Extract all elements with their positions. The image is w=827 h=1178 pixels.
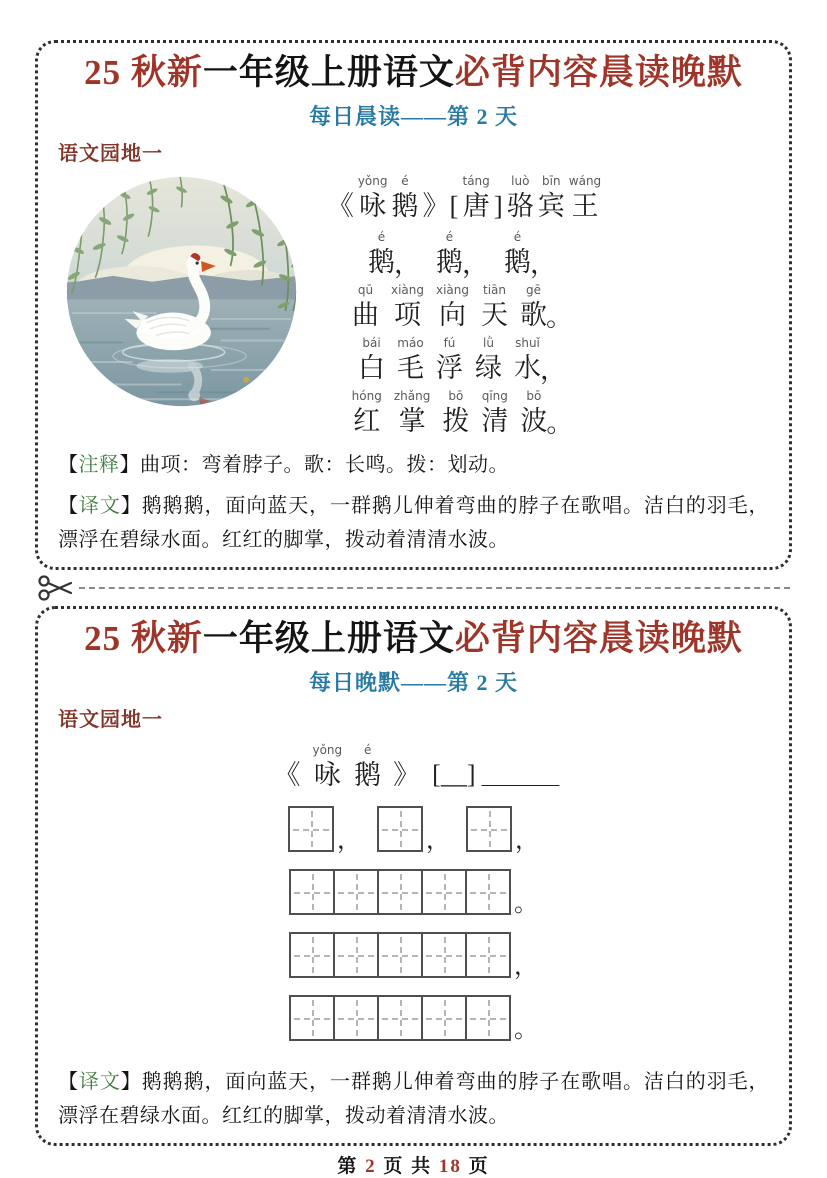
tian-grid-cell[interactable] <box>465 932 511 978</box>
morning-reading-section <box>35 40 792 570</box>
poem-seg <box>352 282 379 332</box>
hanzi-char: 项 <box>393 299 421 330</box>
hanzi-char: 绿 <box>475 352 502 383</box>
hanzi-char: 曲 <box>351 299 379 330</box>
pinyin: shuǐ <box>515 335 540 350</box>
tian-grid-cell[interactable] <box>465 869 511 915</box>
poem-seg <box>312 742 342 792</box>
tian-grid-cell[interactable] <box>288 806 334 852</box>
pinyin: zhǎng <box>393 388 431 403</box>
grid-row <box>289 932 538 978</box>
grid-row <box>289 995 538 1041</box>
hanzi-char: ] <box>493 190 503 221</box>
unit-label-evening: 语文园地一 <box>58 708 163 731</box>
poem-seg <box>481 388 508 438</box>
text-part: 【 <box>58 494 79 517</box>
poem-line <box>346 335 583 385</box>
text-part: 25 秋新 <box>84 618 203 658</box>
poem-block <box>299 170 629 441</box>
author-name-blank[interactable]: ＿＿＿ <box>481 759 560 789</box>
pinyin: bō <box>448 388 464 403</box>
tian-grid-cell[interactable] <box>289 995 335 1041</box>
pinyin: é <box>401 173 409 188</box>
joined-grid-row <box>289 932 511 978</box>
poem-seg <box>494 173 503 223</box>
poem-seg <box>354 742 381 792</box>
goose-illustration <box>64 174 299 409</box>
page-title-evening <box>58 617 769 661</box>
goose-pond-image <box>64 174 299 409</box>
hanzi-char: 咏 <box>359 190 387 221</box>
tian-grid-cell[interactable] <box>377 995 423 1041</box>
pinyin: xiàng <box>436 282 470 297</box>
tian-grid-cell[interactable] <box>289 932 335 978</box>
hanzi-char: 拨 <box>442 405 470 436</box>
poem-seg <box>397 335 424 385</box>
text-part: 25 秋新 <box>84 53 203 92</box>
pinyin: hóng <box>351 388 382 403</box>
pinyin: lǜ <box>483 335 494 350</box>
poem-title-line <box>325 173 603 223</box>
text-part: 译文 <box>78 494 121 517</box>
poem-seg <box>540 339 567 385</box>
hanzi-char: 唐 <box>462 190 490 221</box>
grid-row <box>288 806 539 852</box>
text-part: 】 <box>120 1070 142 1093</box>
text-part: 】 <box>119 453 140 476</box>
poem-seg <box>504 229 531 279</box>
poem-seg <box>481 282 508 332</box>
poem-seg <box>358 173 388 223</box>
poem-seg <box>394 233 421 279</box>
punctuation-mark: 。 <box>514 1016 538 1043</box>
poem-seg <box>442 388 469 438</box>
tian-grid-cell[interactable] <box>421 869 467 915</box>
hanzi-char: 向 <box>439 299 466 330</box>
text-part: 一年级上册语文 <box>202 618 455 658</box>
hanzi-char: 》 <box>393 759 421 790</box>
hanzi-char: 白 <box>358 352 385 383</box>
poem-seg <box>436 282 469 332</box>
pinyin: xiàng <box>390 282 424 297</box>
unit-label: 语文园地一 <box>58 142 163 165</box>
text-part: 【 <box>58 453 79 476</box>
morning-content <box>58 170 769 441</box>
text-part: 页 共 <box>376 1155 439 1177</box>
pinyin: wáng <box>568 173 602 188</box>
hanzi-char: 水 <box>514 352 541 383</box>
pinyin: bái <box>362 335 381 350</box>
pinyin: é <box>363 742 372 757</box>
scissors-icon <box>37 573 75 603</box>
punctuation-mark: ， <box>530 248 557 279</box>
hanzi-char: 》[ <box>422 190 459 221</box>
tian-grid-cell[interactable] <box>466 806 512 852</box>
pinyin: qīng <box>481 388 508 403</box>
hanzi-char: 掌 <box>398 405 426 436</box>
text-part: 必背内容晨读晚默 <box>454 618 743 658</box>
pinyin: é <box>513 229 522 244</box>
pinyin: luò <box>511 173 530 188</box>
poem-seg <box>462 233 489 279</box>
pinyin: yǒng <box>357 173 388 188</box>
punctuation-mark: 。 <box>546 407 574 438</box>
punctuation-mark: ， <box>540 354 567 385</box>
hanzi-char: 骆 <box>506 190 534 221</box>
pinyin: máo <box>397 335 424 350</box>
morning-subtitle: 每日晨读——第 2 天 <box>308 103 518 129</box>
tian-grid-cell[interactable] <box>333 932 379 978</box>
poem-lines <box>346 226 583 441</box>
tian-grid-cell[interactable] <box>289 869 335 915</box>
text-part: 2 <box>365 1155 377 1177</box>
joined-grid-row <box>289 869 511 915</box>
translation-note-evening <box>58 1065 769 1133</box>
poem-seg <box>327 173 354 223</box>
text-part: 一年级上册语文 <box>202 53 455 92</box>
pinyin: bō <box>526 388 542 403</box>
recall-poem-title <box>267 742 426 792</box>
poem-seg <box>546 392 573 438</box>
hanzi-char: 宾 <box>537 190 565 221</box>
punctuation-mark: ， <box>514 953 538 980</box>
text-part: 】 <box>120 494 142 517</box>
hanzi-char: 红 <box>353 405 381 436</box>
poem-seg <box>546 286 573 332</box>
hanzi-char: 鹅 <box>436 246 463 277</box>
poem-seg <box>423 173 459 223</box>
poem-seg <box>463 173 490 223</box>
poem-line <box>346 229 583 279</box>
punctuation-mark: ， <box>394 248 421 279</box>
poem-seg <box>358 335 385 385</box>
poem-seg <box>475 335 502 385</box>
page-footer <box>35 1151 792 1178</box>
hanzi-char: 鹅 <box>354 759 382 790</box>
tian-grid-cell[interactable] <box>377 806 423 852</box>
hanzi-char: 歌 <box>520 299 548 330</box>
pinyin: fú <box>443 335 456 350</box>
poem-seg <box>507 173 534 223</box>
recall-title-line <box>58 742 769 792</box>
hanzi-char: 清 <box>481 405 509 436</box>
translation-note <box>58 489 769 557</box>
poem-seg <box>352 388 382 438</box>
poem-seg <box>392 173 419 223</box>
hanzi-char: 鹅 <box>368 246 395 277</box>
punctuation-mark: 。 <box>546 301 574 332</box>
text-part: 18 <box>438 1155 462 1177</box>
pinyin: táng <box>462 173 490 188</box>
evening-subtitle: 每日晚默——第 2 天 <box>308 669 518 695</box>
text-part: 【 <box>58 1070 79 1093</box>
poem-seg <box>394 388 430 438</box>
text-part: 鹅鹅鹅，面向蓝天，一群鹅儿伸着弯曲的脖子在歌唱。洁白的羽毛，漂浮在碧绿水面。红红的脚掌，拨动着清清水波。 <box>58 1070 770 1127</box>
poem-seg <box>368 229 395 279</box>
tian-grid-cell[interactable] <box>377 932 423 978</box>
punctuation-mark: ， <box>426 827 450 854</box>
cut-line <box>35 570 792 606</box>
pinyin: é <box>377 229 386 244</box>
poem-seg <box>514 335 541 385</box>
pinyin: tiān <box>483 282 507 297</box>
punctuation-mark: ， <box>337 827 361 854</box>
punctuation-mark: 。 <box>514 890 538 917</box>
text-part: 注释 <box>78 453 120 476</box>
dynasty-blank[interactable]: [__] <box>432 759 476 789</box>
page-title <box>58 51 769 95</box>
hanzi-char: 鹅 <box>504 246 531 277</box>
hanzi-char: 毛 <box>397 352 424 383</box>
poem-seg <box>393 742 420 792</box>
grid-row <box>289 869 538 915</box>
poem-seg <box>436 229 463 279</box>
writing-grids <box>58 806 769 1058</box>
hanzi-char: 咏 <box>313 759 341 790</box>
poem-seg <box>391 282 424 332</box>
tian-grid-cell[interactable] <box>333 995 379 1041</box>
poem-seg <box>520 282 547 332</box>
text-part: 必背内容晨读晚默 <box>454 53 743 92</box>
hanzi-char: 波 <box>520 405 548 436</box>
punctuation-mark: ， <box>515 827 539 854</box>
pinyin: é <box>445 229 454 244</box>
pinyin: qū <box>357 282 374 297</box>
text-part: 第 <box>337 1155 366 1177</box>
poem-seg <box>569 173 601 223</box>
hanzi-char: 《 <box>273 759 301 790</box>
text-part: 鹅鹅鹅，面向蓝天，一群鹅儿伸着弯曲的脖子在歌唱。洁白的羽毛，漂浮在碧绿水面。红红的脚掌，拨动着清清水波。 <box>58 494 770 551</box>
text-part: 译文 <box>78 1070 121 1093</box>
annotation-note <box>58 448 769 482</box>
pinyin: yǒng <box>312 742 343 757</box>
tian-grid-cell[interactable] <box>465 995 511 1041</box>
text-part: 页 <box>461 1155 490 1177</box>
joined-grid-row <box>289 995 511 1041</box>
pinyin: gē <box>526 282 542 297</box>
pinyin: bīn <box>542 173 561 188</box>
poem-seg <box>538 173 565 223</box>
poem-seg <box>520 388 547 438</box>
tian-grid-cell[interactable] <box>421 995 467 1041</box>
hanzi-char: 《 <box>326 190 354 221</box>
evening-dictation-section <box>35 606 792 1146</box>
poem-seg <box>273 742 300 792</box>
punctuation-mark: ， <box>462 248 489 279</box>
tian-grid-cell[interactable] <box>333 869 379 915</box>
poem-line <box>346 388 583 438</box>
cut-dash-line <box>79 587 790 589</box>
hanzi-char: 王 <box>571 190 599 221</box>
tian-grid-cell[interactable] <box>421 932 467 978</box>
hanzi-char: 鹅 <box>391 190 419 221</box>
poem-seg <box>530 233 557 279</box>
poem-line <box>346 282 583 332</box>
hanzi-char: 天 <box>481 299 509 330</box>
tian-grid-cell[interactable] <box>377 869 423 915</box>
hanzi-char: 浮 <box>436 352 463 383</box>
poem-seg <box>436 335 463 385</box>
text-part: 曲项：弯着脖子。歌：长鸣。拨：划动。 <box>140 453 509 476</box>
